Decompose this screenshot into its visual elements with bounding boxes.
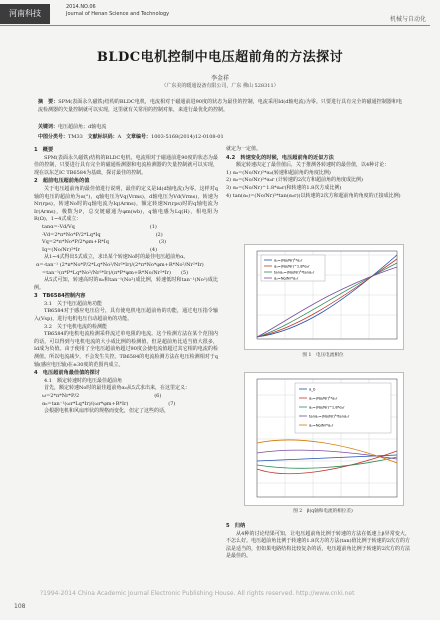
method-item: 3) α₀=(No/Nr)^1.8*α₀r(和转速的1.8次方成比例) (226, 184, 342, 191)
figure-2 (244, 372, 404, 506)
body-paragraph: 从5式可知，转速高时的α₀和tan⁻¹(No²)成比例，转速低时和tan⁻¹(No²)成比例。 (34, 277, 218, 291)
figure-2-curve-2 (257, 451, 397, 474)
journal-english-name: Journal of Henan Science and Technology (66, 11, 170, 17)
equation: Vq=2*π*No*P/2*φm+R*Iq (3) (42, 239, 167, 246)
paper-title: BLDC电机控制中电压超前角的方法探讨 (96, 50, 344, 65)
section-heading: 4 电压超前角最佳值的探讨 (34, 370, 100, 377)
figure-1 (244, 244, 404, 350)
equation: α₀=tan⁻¹(ωr*Lq*Ir)/(ωr*φm+R*Ir) (7) (42, 400, 176, 407)
body-paragraph: 首先，额定转速No时的最佳超前角α₀从5式求出来，在这里定义： (44, 385, 190, 392)
journal-badge: 河南科技 (0, 4, 50, 24)
figure-2-curve-3 (257, 457, 397, 468)
header-divider (0, 25, 430, 26)
figure-1-legend-item: α₀=(No/Nr)^1.8*α₀r (274, 264, 310, 269)
body-paragraph: 从1~4式得出5式成立，求出某个转速No时的最佳电压超前角α。 (44, 254, 189, 261)
right-column-bottom (226, 522, 410, 561)
body-paragraph: 关于电压超前角的最佳值进行说明，最佳的定义是Id(d轴电流)为零。这样对q轴的电压的超前角为α(°)，q轴电压为Vq(Vrms)，d轴电压为Vd(Vrms)，转速为Nr(rps)，转速No时的q轴电流为Iq(Arms)，额定转速Nr(rps)时的q轴电流为Ir(Arms)，极数为P，总交链磁通为φm(wb)，q轴电感为Lq(H)，相电阻为R(Ω)，1~4式成立： (34, 185, 218, 223)
figure-2-legend-item: α₀=(No/Nr)^1.8*α₀r (309, 405, 345, 410)
subsection-heading: 4.1 额定转速时的电压最佳超前角 (44, 377, 122, 384)
method-item: 4) tan(α₀)=(No/Nr)²*tan(α₀r)(以转速的2次方和超前角的角度的正接成比例) (226, 192, 401, 199)
doc-code: A (117, 134, 122, 140)
figure-1-legend-item: α₀=No/Nr*α₀r (274, 276, 299, 281)
body-paragraph: TB6584对于感应电压信号，具有使电机电压超前角的功能，通过电压指令输入(Vsp)，进行电机电压自动超前角的功能。 (34, 308, 218, 323)
figure-1-caption: 图 1 电压电流相位 (302, 353, 344, 358)
journal-info (66, 4, 169, 18)
section-heading: 5 归纳 (226, 523, 246, 529)
figure-2-legend-item: α_b (309, 387, 316, 392)
equation: ω=2*π*Nr*P/2 (6) (42, 393, 162, 399)
equation: tanα=-Vd/Vq (1) (42, 223, 157, 230)
equation: =tan⁻¹(π*P*Lq*No²/Nr²*Ir)/(π*P*φm+R*No/Nr²*Ir) (5) (42, 269, 189, 276)
section-heading: 4.2 转速变化的时候，电压超前角的近似方法 (226, 154, 334, 161)
abstract-text: SPM(表面永久磁铁)结构的BLDC电机，电流相对于磁通前进90度的状态为最佳的控制，电流采用Id(d轴电流)为零。只要进行具有完全的磁通控制器和电流检测器的矢量控制就可以实现，这里就有关常用的控制对象，来进行最优化的控制。 (38, 99, 402, 113)
body-paragraph: 就定为一定值。 (226, 146, 262, 152)
right-column-top (226, 146, 410, 200)
abstract (38, 98, 402, 114)
equation: -Vd=2*π*No*P/2*Lq*Iq (2) (42, 231, 163, 238)
author-affiliation: （广东美的暖通设备有限公司，广东 佛山 528311） (161, 83, 279, 89)
figure-2-legend-item: tanα₀=(No/Nr)²*tanα₀r (309, 414, 350, 419)
method-item: 1) α₀=(No/Nr)²*α₀(转速和超前角的角度比例) (226, 169, 331, 176)
figure-2-caption: 图 2 β(q轴和电流的相位差) (293, 509, 353, 514)
article-number: 1003-5168(2014)12-0108-01 (151, 134, 224, 140)
figure-2-legend-item: α₀=(No/Nr)²*α₀r (309, 396, 338, 401)
figure-2-plot (245, 373, 403, 505)
body-paragraph: 额定转速决定了最佳值后，关于推测各转速时的最佳值，以4种讨论： (236, 162, 390, 169)
body-paragraph: 从4种的讨论结果可知，让电压超前角比例于转速的方法在低速上β异常变大，不怎么好。电压超前角比例于转速的1.8次方的方法(tan)值比例于转速的2次方的方法是适当的，但如果电路结构比较复杂的话，电压超前角比例于转速的2次方的方法是最佳的。 (226, 530, 410, 560)
figure-2-legend-item: α₀=No/Nr*α₀r (309, 423, 334, 428)
keywords (38, 123, 106, 130)
left-column (34, 146, 218, 416)
clc-code: TM33 (68, 134, 83, 140)
article-number-label: 文章编号： (126, 134, 152, 140)
clc-label: 中图分类号： (38, 134, 69, 140)
figure-1-plot (245, 245, 403, 349)
equation: Iq=(No/Nr)²*Ir (4) (42, 246, 158, 253)
equation: α=-tan⁻¹ (2*π*No*P/2*Lq*No²/Nr²*Ir)/(2*π*No*φm+R*No²/Nr²*Ir) (36, 261, 204, 268)
abstract-label: 摘 要： (38, 99, 59, 105)
classification-line (38, 133, 224, 140)
body-paragraph: TB6584的电机电流检测采样流过单电阻的电流。这个检测方法在某个范围内的话，可以得到与电机电流的大小成比例的检测值，但是超前角比适当值大很多，Id成为负值。由于使用了全电压超前角超过90度会使电流值超过其它相的电流的检测值。所以电流减少，不会发生失控。TB6584的电流检测方法在电压检测相对于q轴(感应电压轴)在±30度的范围内成立。 (34, 331, 218, 368)
subsection-heading: 3.2 关于电机电流的检测能 (44, 323, 107, 330)
section-label: 机械与自动化 (389, 16, 426, 23)
keywords-label: 关键词： (38, 124, 59, 130)
section-heading: 3 TB6584控制内容 (34, 293, 86, 300)
doc-code-label: 文献标识码： (87, 134, 118, 140)
section-heading: 1 概要 (34, 147, 54, 153)
method-item: 2) α₀=(No/Nr)²*α₀r (计转速的2次方和超前角的角度成比例) (226, 177, 363, 184)
figure-1-legend-item: tanα₀=(No/Nr)²*tanα₀r (274, 270, 315, 275)
body-paragraph: SPM(表面永久磁铁)结构的BLDC电机，电流相对于磁通前进90度的状态为最佳的控制，只要进行具有完全的磁通检测器和电流检测器的矢量控制就可以实现，现在以东芝IC TB6584为基础，探讨最佳的控制。 (34, 154, 218, 176)
keywords-text: 电压超前角；d轴电流 (58, 124, 107, 130)
author-name: 李金祥 (210, 75, 229, 82)
section-heading: 2 超前电压超前角的值 (34, 178, 90, 185)
issue-number: 2014.NO.06 (66, 4, 96, 10)
figure-1-legend-item: α₀=(No/Nr)²*α₀r (274, 258, 303, 263)
subsection-heading: 3.1 关于电压超前角功能 (44, 300, 102, 307)
page-number: 108 (14, 603, 26, 610)
copyright-footer: ?1994-2014 China Academic Journal Electronic Publishing House. All rights reserved. http://www.cnki.net (40, 590, 355, 597)
body-paragraph: 会根据电机和风扇形状的规格而变化，但定了这些的话， (44, 408, 170, 415)
